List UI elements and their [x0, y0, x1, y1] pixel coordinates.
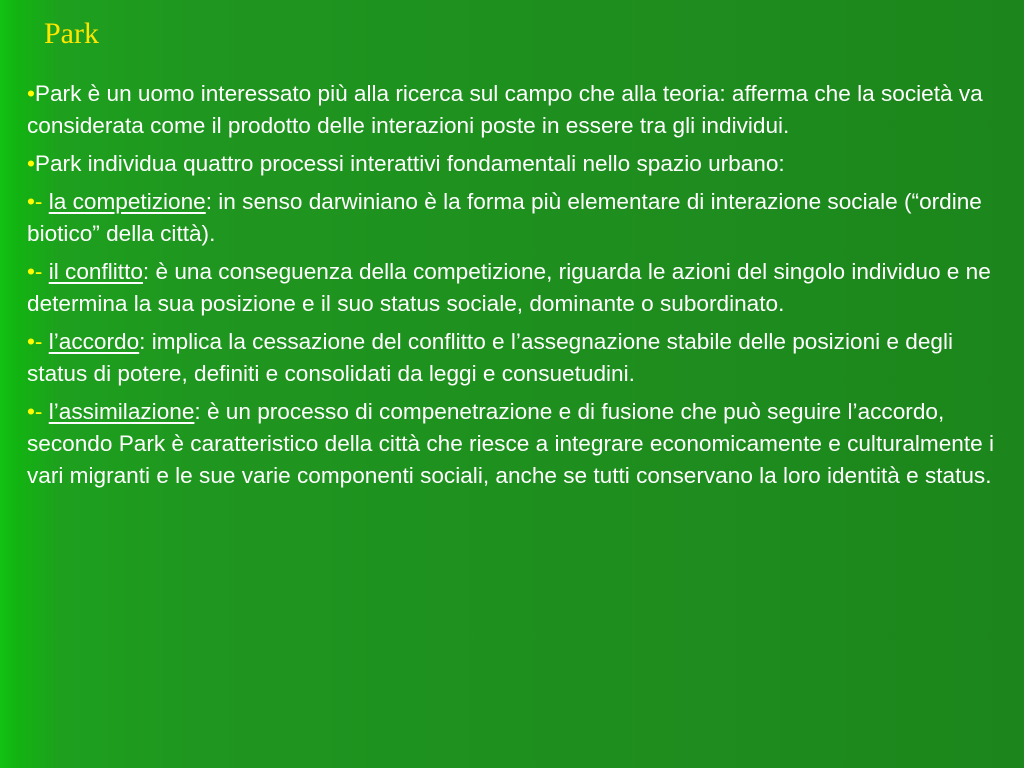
slide-title: Park	[44, 17, 99, 50]
bullet-item-accordo	[27, 326, 1012, 390]
bullet-item-competizione	[27, 186, 1012, 250]
bullet-marker: •	[27, 189, 35, 214]
bullet-item-assimilazione	[27, 396, 1012, 492]
bullet-item-2	[27, 148, 1012, 180]
term-competizione: la competizione	[48, 189, 206, 214]
bullet-text: Park individua quattro processi interattivi fondamentali nello spazio urbano:	[34, 151, 785, 176]
bullet-item-1	[27, 78, 1012, 142]
bullet-dash: -	[34, 259, 49, 284]
bullet-marker: •	[27, 81, 35, 106]
bullet-text: : è un processo di compenetrazione e di fusione che può seguire l’accordo, secondo Park è caratteristico della città che riesce a integrare economicamente e culturalmente i vari migranti e le sue varie componenti sociali, anche se tutti conservano la loro identità e status.	[27, 399, 994, 488]
bullet-item-conflitto	[27, 256, 1012, 320]
bullet-marker: •	[27, 259, 35, 284]
term-conflitto: il conflitto	[48, 259, 143, 284]
bullet-text: : è una conseguenza della competizione, riguarda le azioni del singolo individuo e ne determina la sua posizione e il suo status sociale, dominante o subordinato.	[27, 259, 991, 316]
bullet-dash: -	[34, 329, 49, 354]
bullet-text: : in senso darwiniano è la forma più elementare di interazione sociale (“ordine biotico” della città).	[27, 189, 982, 246]
term-accordo: l’accordo	[48, 329, 140, 354]
bullet-text: : implica la cessazione del conflitto e l’assegnazione stabile delle posizioni e degli status di potere, definiti e consolidati da leggi e consuetudini.	[27, 329, 954, 386]
term-assimilazione: l’assimilazione	[48, 399, 195, 424]
bullet-dash: -	[34, 399, 49, 424]
bullet-dash: -	[34, 189, 49, 214]
bullet-marker: •	[27, 399, 35, 424]
bullet-marker: •	[27, 151, 35, 176]
slide-body	[27, 78, 1012, 498]
bullet-marker: •	[27, 329, 35, 354]
bullet-text: Park è un uomo interessato più alla ricerca sul campo che alla teoria: afferma che la società va considerata come il prodotto delle interazioni poste in essere tra gli individui.	[27, 81, 983, 138]
